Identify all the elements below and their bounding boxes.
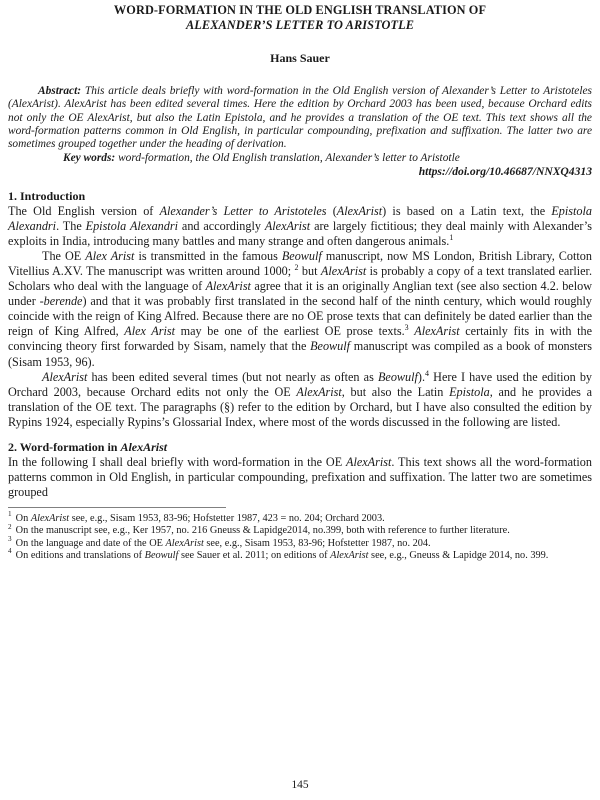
italic-text: Alexander’s Letter to Aristoteles (159, 204, 327, 219)
footnote-reference[interactable]: 2 (294, 263, 299, 273)
footnote-marker: 3 (8, 535, 12, 544)
section-title-italic: AlexArist (120, 439, 168, 454)
italic-text: Beowulf (310, 339, 351, 354)
footnote (8, 547, 592, 562)
section-number: 2. (8, 439, 17, 454)
section-title: Word-formation in (17, 439, 121, 454)
body-text: and he provides a translation of the OE text. The paragraphs (§) refer to the edition by Orchard, but I have also consulted the edition by Rypins 1924, especially Rypins’s Glossarial Index, where most of the words discussed in the following are listed. (8, 384, 592, 429)
body-text: but (298, 264, 321, 279)
footnote-reference[interactable]: 4 (425, 368, 430, 378)
paper-page (8, 0, 592, 800)
italic-text: Alex Arist (124, 324, 176, 339)
body-text: . This text shows all the word-formation patterns common in Old English, in particular compounding, prefixation and suffixation. The latter two are sometimes grouped (8, 454, 592, 499)
body-text: On the manuscript see, e.g., Ker 1957, no. 216 Gneuss & Lapidge2014, no.399, both with reference to further literature. (13, 525, 510, 537)
footnote (8, 510, 592, 525)
footnote-marker: 2 (8, 522, 12, 531)
sections-container (8, 189, 592, 500)
body-text: ). (417, 369, 426, 384)
italic-text: Alex Arist (85, 249, 135, 264)
section-heading (8, 189, 592, 204)
body-text: On editions and translations of (13, 549, 145, 561)
italic-text: AlexArist (30, 512, 70, 524)
keywords-text: word-formation, the Old English translation, Alexander’s letter to Aristotle (115, 151, 460, 164)
italic-text: AlexArist (414, 324, 460, 339)
body-text: ) and that it was probably first translated in the second half of the ninth century, which would roughly coincide with the reign of King Alfred. Because there are no OE prose texts that can definitely be dated earlier than the reign of King Alfred, (8, 294, 592, 339)
keywords-paragraph (8, 152, 592, 165)
italic-text: Epistola, (449, 384, 493, 399)
body-text: see, e.g., Sisam 1953, 83-96; Hofstetter 1987, no. 204. (203, 537, 431, 549)
body-text: ( (326, 204, 337, 219)
italic-text: AlexArist (296, 384, 342, 399)
body-text: manuscript, now MS London, British Library, Cotton Vitellius A.XV. The manuscript was written around 1000; (8, 249, 592, 279)
title-block (8, 0, 592, 66)
body-text: has been edited several times (but not nearly as often as (87, 369, 378, 384)
footnote (8, 535, 592, 550)
body-text: . The (56, 219, 86, 234)
body-paragraph (8, 204, 592, 249)
body-text: The Old English version of (8, 204, 160, 219)
italic-text: AlexArist (165, 537, 204, 549)
italic-text: AlexArist (320, 264, 367, 279)
body-text: and accordingly (178, 219, 265, 234)
italic-text: -berende (39, 294, 83, 309)
italic-text: Beowulf (377, 369, 418, 384)
footnote-reference[interactable]: 3 (404, 323, 409, 333)
italic-text: AlexArist (330, 549, 369, 561)
footnote-marker: 4 (8, 547, 12, 556)
page-number: 145 (291, 779, 309, 791)
section-title: Introduction (17, 189, 86, 204)
footnote (8, 522, 592, 537)
italic-text: Epistola Alexandri (85, 219, 179, 234)
author-name: Hans Sauer (270, 51, 330, 65)
abstract-paragraph (8, 85, 592, 152)
footnote-reference[interactable]: 1 (449, 233, 454, 243)
section-heading (8, 440, 592, 455)
footnote-separator (8, 507, 226, 508)
body-paragraph (8, 370, 592, 430)
body-text: agree that it is an originally Anglian text (see also section 4.2. below under (8, 279, 592, 309)
italic-text: Beowulf (144, 549, 179, 561)
body-text: may be one of the earliest OE prose texts. (175, 324, 405, 339)
body-text: Here I have used the edition by Orchard 2003, because Orchard edits not only the OE (8, 369, 593, 399)
italic-text: AlexArist (346, 454, 392, 469)
italic-text: Epistola Alexandri (8, 204, 592, 234)
body-text: see, e.g., Sisam 1953, 83-96; Hofstetter 1987, 423 = no. 204; Orchard 2003. (69, 512, 385, 524)
paper-title-line1: WORD-FORMATION IN THE OLD ENGLISH TRANSLATION OF (113, 3, 487, 17)
italic-text: AlexArist (264, 219, 311, 234)
body-paragraph (8, 249, 592, 369)
body-text: is probably a copy of a text translated earlier. Scholars who deal with the language of (8, 264, 592, 294)
body-text: In the following I shall deal briefly with word-formation in the OE (8, 454, 347, 469)
body-text: manuscript was compiled as a book of monsters (Sisam 1953, 96). (8, 339, 592, 369)
italic-text: AlexArist (42, 369, 88, 384)
body-text: is transmitted in the famous (134, 249, 282, 264)
keywords-label: Key words: (63, 151, 116, 164)
section-number: 1. (8, 189, 17, 204)
body-text: see Sauer et al. 2011; on editions of (178, 549, 331, 561)
abstract-text: This article deals briefly with word-formation in the Old English version of Alexander’s Letter to Aristoteles (AlexArist). AlexArist has been edited several times. Here the edition by Orchard 2003 has been used, because Orchard edits not only the OE AlexArist, but also the Latin Epistola, and he provides a translation of the OE text. This text shows all the word-formation patterns common in Old English, in particular compounding, prefixation and suffixation. The latter two are sometimes grouped together under the heading of derivation. (8, 85, 592, 151)
body-text: are largely fictitious; they deal mainly with Alexander’s exploits in India, introducing many battles and many strange and often dangerous animals. (8, 219, 593, 249)
body-text: On (13, 512, 31, 524)
body-text: see, e.g., Gneuss & Lapidge 2014, no. 399. (368, 549, 549, 561)
abstract-label: Abstract: (38, 85, 82, 97)
body-text: The OE (42, 249, 86, 264)
italic-text: AlexArist (336, 204, 383, 219)
body-text: certainly fits in with the convincing theory first forwarded by Sisam, namely that the (8, 324, 592, 354)
body-text: , but also the Latin (341, 384, 450, 399)
doi-link[interactable]: https://doi.org/10.46687/NNXQ4313 (418, 165, 592, 179)
italic-text: AlexArist (205, 279, 251, 294)
footnote-marker: 1 (8, 510, 12, 519)
body-paragraph (8, 455, 592, 500)
paper-title-line2: ALEXANDER’S LETTER TO ARISTOTLE (185, 18, 415, 32)
body-text: On the language and date of the OE (13, 537, 166, 549)
body-text: ) is based on a Latin text, the (382, 204, 552, 219)
footnotes-container (8, 510, 592, 562)
italic-text: Beowulf (281, 249, 322, 264)
